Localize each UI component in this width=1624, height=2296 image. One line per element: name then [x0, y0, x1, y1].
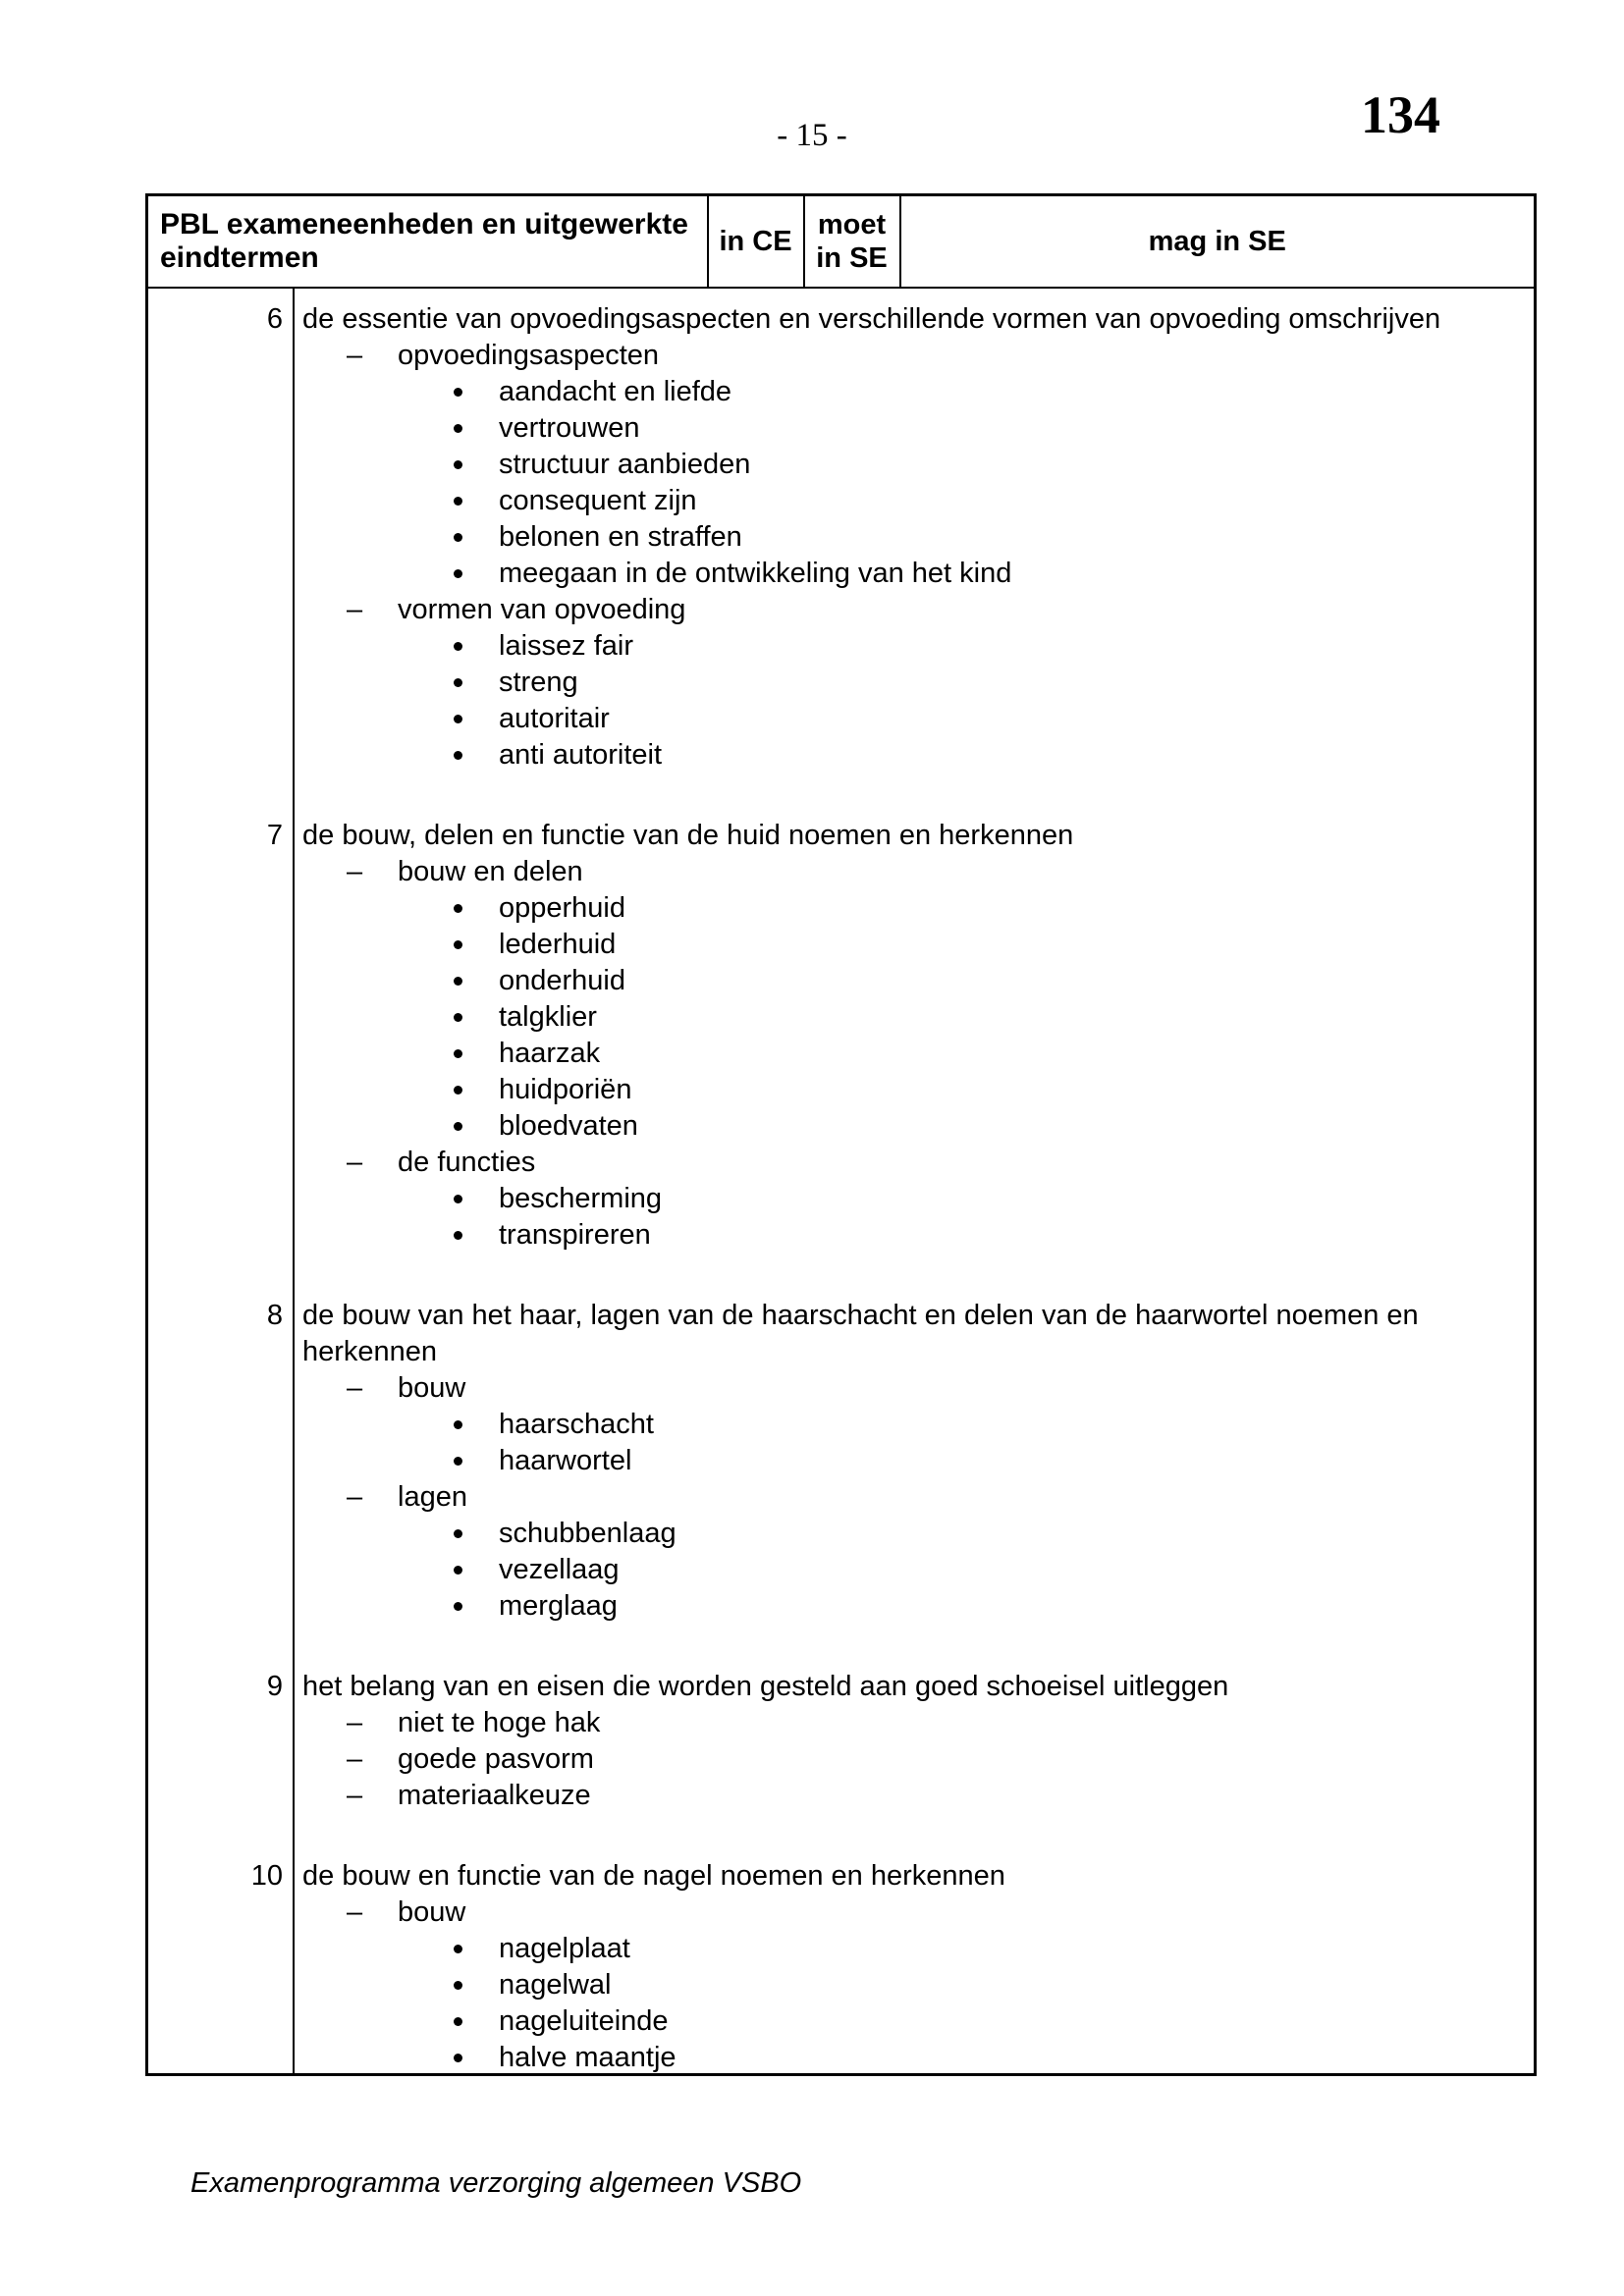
bullet-label: belonen en straffen [499, 521, 742, 553]
footer-text: Examenprogramma verzorging algemeen VSBO [190, 2167, 802, 2199]
bullet-icon [452, 701, 499, 737]
list-item-bullet [302, 410, 1510, 447]
list-item-bullet [302, 556, 1510, 592]
group-label: opvoedingsaspecten [398, 340, 660, 371]
list-item-bullet [302, 1552, 1510, 1588]
bullet-label: huidporiën [499, 1074, 632, 1105]
list-item-dash [302, 592, 1510, 628]
group-label: lagen [398, 1481, 467, 1513]
bullet-label: consequent zijn [499, 485, 697, 516]
item-title: de bouw en functie van de nagel noemen en herkennen [302, 1860, 1005, 1892]
group-label: bouw [398, 1372, 466, 1404]
page-stamp-number: 134 [1361, 85, 1440, 144]
bullet-label: bloedvaten [499, 1110, 638, 1142]
bullet-icon [452, 1407, 499, 1443]
item-number: 10 [250, 1860, 283, 1892]
bullet-icon [452, 447, 499, 483]
list-item-bullet [302, 1588, 1510, 1625]
dash-marker: – [347, 1147, 363, 1178]
group-label: bouw [398, 1896, 466, 1928]
list-item-bullet [302, 1516, 1510, 1552]
bullet-label: vezellaag [499, 1554, 620, 1585]
list-item-bullet [302, 927, 1510, 963]
dash-marker: – [347, 1481, 363, 1513]
bullet-icon [452, 483, 499, 519]
bullet-icon [452, 1036, 499, 1072]
bullet-icon [452, 2040, 499, 2076]
bullet-label: transpireren [499, 1219, 651, 1251]
bullet-icon [452, 1967, 499, 2003]
item-number: 9 [266, 1671, 283, 1702]
item-title: de bouw, delen en functie van de huid noemen en herkennen [302, 820, 1074, 851]
bullet-label: halve maantje [499, 2042, 677, 2073]
group-label: bouw en delen [398, 856, 583, 887]
bullet-icon [452, 556, 499, 592]
item-content-column [293, 289, 1534, 2076]
list-item-bullet [302, 519, 1510, 556]
list-item-dash [302, 854, 1510, 890]
bullet-label: nageluiteinde [499, 2005, 669, 2037]
bullet-label: streng [499, 667, 578, 698]
list-item-dash [302, 1778, 1510, 1814]
bullet-label: anti autoriteit [499, 739, 663, 771]
list-item-bullet [302, 1072, 1510, 1108]
bullet-label: schubbenlaag [499, 1518, 677, 1549]
bullet-icon [452, 665, 499, 701]
bullet-label: merglaag [499, 1590, 618, 1622]
list-item-bullet [302, 2040, 1510, 2076]
list-item-bullet [302, 999, 1510, 1036]
table-row [302, 301, 1510, 774]
bullet-label: haarzak [499, 1038, 601, 1069]
list-item-bullet [302, 890, 1510, 927]
dash-marker: – [347, 340, 363, 371]
header-moet-in-se-cell: moet in SE [803, 196, 899, 287]
table-row [302, 1858, 1510, 2076]
list-item-dash [302, 1705, 1510, 1741]
list-item-bullet [302, 1967, 1510, 2003]
dash-marker: – [347, 1707, 363, 1738]
list-item-bullet [302, 628, 1510, 665]
bullet-icon [452, 410, 499, 447]
bullet-label: onderhuid [499, 965, 625, 996]
dash-marker: – [347, 1372, 363, 1404]
item-number: 8 [266, 1300, 283, 1331]
bullet-label: aandacht en liefde [499, 376, 732, 407]
item-number: 7 [266, 820, 283, 851]
bullet-label: structuur aanbieden [499, 449, 751, 480]
table-row [302, 818, 1510, 1254]
bullet-icon [452, 1181, 499, 1217]
bullet-label: lederhuid [499, 929, 617, 960]
item-number-column [148, 289, 293, 2076]
list-item-bullet [302, 665, 1510, 701]
eindtermen-table [145, 193, 1537, 2076]
list-item-dash [302, 1370, 1510, 1407]
bullet-label: bescherming [499, 1183, 663, 1214]
dash-marker: – [347, 1780, 363, 1811]
list-item-bullet [302, 1108, 1510, 1145]
list-item-bullet [302, 963, 1510, 999]
header-in-ce-cell: in CE [707, 196, 803, 287]
group-label: materiaalkeuze [398, 1780, 591, 1811]
list-item-dash [302, 338, 1510, 374]
bullet-icon [452, 374, 499, 410]
dash-marker: – [347, 856, 363, 887]
item-title: de bouw van het haar, lagen van de haarschacht en delen van de haarwortel noemen en herkennen [302, 1300, 1419, 1367]
bullet-icon [452, 1108, 499, 1145]
bullet-icon [452, 1443, 499, 1479]
item-number: 6 [266, 303, 283, 335]
group-label: vormen van opvoeding [398, 594, 686, 625]
bullet-icon [452, 999, 499, 1036]
bullet-icon [452, 927, 499, 963]
list-item-bullet [302, 1217, 1510, 1254]
list-item-bullet [302, 447, 1510, 483]
header-mag-in-se-cell: mag in SE [899, 196, 1535, 287]
bullet-icon [452, 1931, 499, 1967]
bullet-icon [452, 1516, 499, 1552]
bullet-icon [452, 1552, 499, 1588]
table-row [302, 1298, 1510, 1625]
bullet-icon [452, 2003, 499, 2040]
bullet-label: opperhuid [499, 892, 625, 924]
item-title: de essentie van opvoedingsaspecten en verschillende vormen van opvoeding omschrijven [302, 303, 1441, 335]
bullet-label: autoritair [499, 703, 610, 734]
bullet-label: vertrouwen [499, 412, 640, 444]
table-body [148, 289, 1534, 2076]
bullet-icon [452, 1072, 499, 1108]
list-item-bullet [302, 1407, 1510, 1443]
dash-marker: – [347, 1743, 363, 1775]
dash-marker: – [347, 1896, 363, 1928]
bullet-icon [452, 963, 499, 999]
list-item-bullet [302, 1181, 1510, 1217]
bullet-icon [452, 890, 499, 927]
bullet-label: talgklier [499, 1001, 597, 1033]
list-item-bullet [302, 2003, 1510, 2040]
bullet-label: haarwortel [499, 1445, 632, 1476]
group-label: de functies [398, 1147, 536, 1178]
bullet-label: laissez fair [499, 630, 633, 662]
dash-marker: – [347, 594, 363, 625]
table-row [302, 1669, 1510, 1814]
list-item-bullet [302, 737, 1510, 774]
bullet-label: nagelplaat [499, 1933, 630, 1964]
list-item-bullet [302, 1443, 1510, 1479]
list-item-dash [302, 1741, 1510, 1778]
bullet-icon [452, 519, 499, 556]
list-item-dash [302, 1145, 1510, 1181]
bullet-label: haarschacht [499, 1409, 654, 1440]
item-title: het belang van en eisen die worden gesteld aan goed schoeisel uitleggen [302, 1671, 1229, 1702]
page-number: - 15 - [777, 118, 847, 153]
list-item-bullet [302, 483, 1510, 519]
header-title-cell: PBL exameneenheden en uitgewerkte eindtermen [160, 208, 688, 274]
list-item-bullet [302, 701, 1510, 737]
list-item-dash [302, 1895, 1510, 1931]
list-item-bullet [302, 374, 1510, 410]
group-label: goede pasvorm [398, 1743, 594, 1775]
list-item-bullet [302, 1036, 1510, 1072]
bullet-icon [452, 737, 499, 774]
group-label: niet te hoge hak [398, 1707, 601, 1738]
list-item-dash [302, 1479, 1510, 1516]
bullet-icon [452, 628, 499, 665]
bullet-icon [452, 1588, 499, 1625]
table-header-row [148, 196, 1534, 289]
bullet-label: meegaan in de ontwikkeling van het kind [499, 558, 1012, 589]
list-item-bullet [302, 1931, 1510, 1967]
bullet-icon [452, 1217, 499, 1254]
bullet-label: nagelwal [499, 1969, 612, 2001]
